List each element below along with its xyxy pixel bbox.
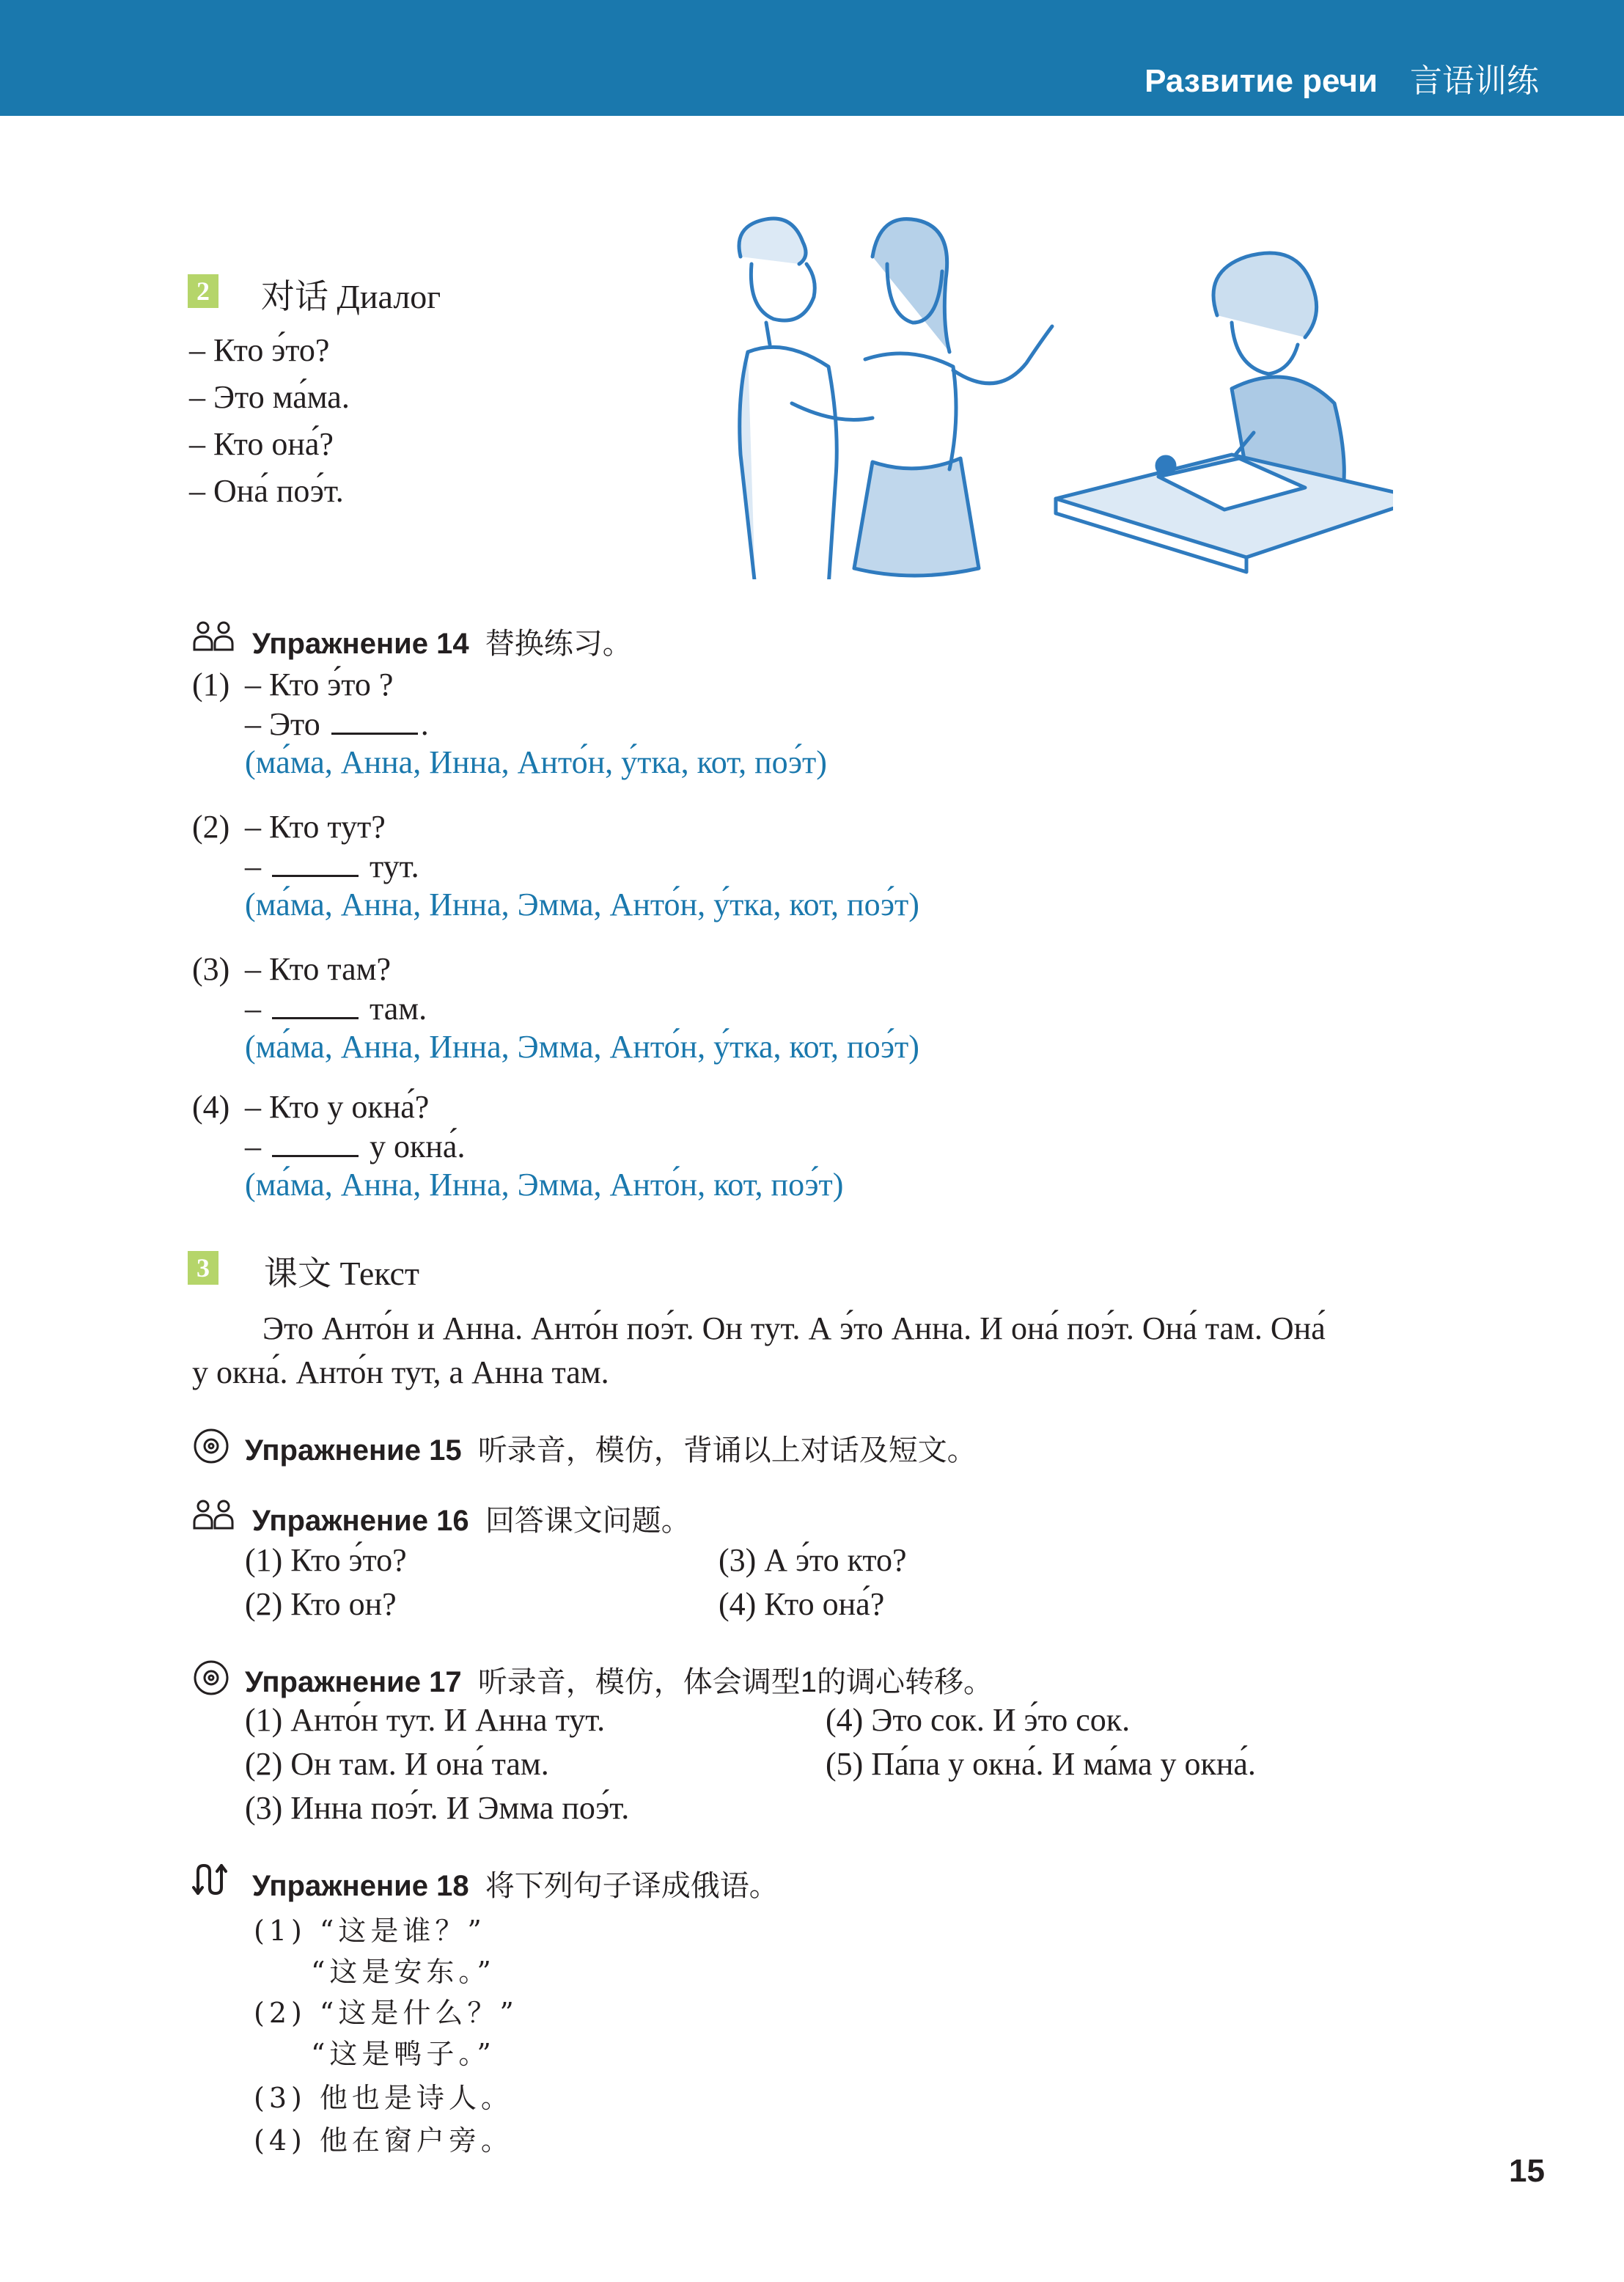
section-title: 课文 Текст: [264, 1255, 419, 1292]
question-line: – Кто э́то ?: [245, 667, 394, 702]
exercise-14-heading: [252, 620, 632, 662]
translation-line: (1) “这是谁？”: [254, 1915, 486, 1947]
girl-hair: [872, 219, 949, 352]
pair-work-icon: [192, 620, 235, 651]
exercise-instruction: 替换练习。: [485, 628, 632, 660]
exercise-instruction: 回答课文问题。: [485, 1505, 691, 1537]
sentence-item: (1) Анто́н тут. И Анна тут.: [245, 1702, 606, 1738]
section-title: 对话 Диалог: [261, 278, 441, 315]
item-number: (3): [192, 951, 230, 987]
sentence-item: (2) Он там. И она́ там.: [245, 1746, 549, 1782]
header-title: [1144, 54, 1539, 101]
answer-blank: [272, 1133, 359, 1157]
answer-prefix: –: [245, 991, 261, 1027]
translation-line: (3) 他也是诗人。: [254, 2082, 513, 2114]
sentence-item: (5) Па́па у окна́. И ма́ма у окна́.: [826, 1746, 1256, 1782]
page-header: [0, 0, 1624, 116]
answer-prefix: –: [245, 1129, 261, 1164]
dialog-line: – Это ма́ма.: [189, 379, 350, 415]
item-number: (2): [192, 809, 230, 845]
exercise-16-heading: [252, 1497, 691, 1539]
answer-line: [245, 990, 427, 1027]
translate-arrows-icon: [192, 1861, 233, 1898]
substitution-options: (ма́ма, Анна, Инна, Эмма, Анто́н, кот, поэ́т): [245, 1167, 844, 1203]
answer-line: [245, 705, 429, 743]
boy-hair: [739, 219, 806, 264]
dialog-illustration: [719, 213, 1393, 579]
question-item: (1) Кто э́то?: [245, 1542, 407, 1578]
audio-cd-icon: [192, 1427, 230, 1465]
answer-prefix: – Это: [245, 706, 320, 742]
answer-blank: [272, 995, 359, 1019]
answer-line: [245, 1128, 465, 1165]
question-item: (3) А э́то кто?: [719, 1542, 907, 1578]
teacher-hair: [1213, 253, 1317, 337]
answer-suffix: там.: [370, 991, 427, 1027]
item-number: (4): [192, 1089, 230, 1125]
exercise-label: Упражнение 18: [252, 1870, 469, 1902]
substitution-options: (ма́ма, Анна, Инна, Анто́н, у́тка, кот, поэ́т): [245, 744, 827, 780]
translation-line: (2) “这是什么？”: [254, 1997, 518, 2029]
answer-line: [245, 848, 419, 885]
question-item: (2) Кто он?: [245, 1586, 397, 1622]
answer-blank: [272, 853, 359, 877]
header-title-ru: Развитие речи: [1144, 63, 1378, 99]
substitution-options: (ма́ма, Анна, Инна, Эмма, Анто́н, у́тка, кот, поэ́т): [245, 1029, 919, 1065]
answer-suffix: у окна́.: [370, 1129, 466, 1164]
exercise-15-heading: [245, 1427, 977, 1469]
exercise-label: Упражнение 16: [252, 1505, 469, 1537]
sentence-item: (3) Инна поэ́т. И Эмма поэ́т.: [245, 1790, 630, 1826]
sentence-item: (4) Это сок. И э́то сок.: [826, 1702, 1131, 1738]
section-number-badge: 2: [188, 274, 218, 308]
pair-work-icon: [192, 1499, 235, 1530]
girl-skirt: [854, 458, 979, 576]
exercise-label: Упражнение 17: [245, 1666, 462, 1698]
translation-line: “这是鸭子。”: [311, 2038, 496, 2070]
exercise-label: Упражнение 15: [245, 1434, 462, 1467]
answer-suffix: тут.: [370, 848, 419, 884]
translation-line: “这是安东。”: [311, 1956, 496, 1988]
exercise-18-heading: [252, 1863, 779, 1904]
page-number: 15: [1509, 2153, 1545, 2189]
question-line: – Кто там?: [245, 951, 391, 987]
question-line: – Кто у окна́?: [245, 1089, 430, 1125]
audio-cd-icon: [192, 1659, 230, 1697]
section-number-badge: 3: [188, 1251, 218, 1285]
exercise-17-heading: [245, 1659, 993, 1701]
text-paragraph-line: Это Анто́н и Анна. Анто́н поэ́т. Он тут. А э́то Анна. И она́ поэ́т. Она́ там. Она́: [262, 1310, 1326, 1346]
question-line: – Кто тут?: [245, 809, 386, 845]
question-item: (4) Кто она́?: [719, 1586, 885, 1622]
dialog-line: – Кто э́то?: [189, 332, 330, 368]
boy-face: [751, 264, 815, 320]
dialog-line: – Она́ поэ́т.: [189, 473, 344, 509]
exercise-label: Упражнение 14: [252, 628, 469, 660]
answer-suffix: .: [420, 706, 429, 742]
answer-prefix: –: [245, 848, 261, 884]
text-paragraph-line: у окна́. Анто́н тут, а Анна там.: [192, 1354, 609, 1390]
exercise-instruction: 将下列句子译成俄语。: [485, 1870, 779, 1902]
dialog-line: – Кто она́?: [189, 426, 334, 462]
boy-body: [740, 352, 755, 579]
answer-blank: [331, 711, 418, 735]
item-number: (1): [192, 667, 230, 702]
girl-body: [865, 353, 956, 469]
exercise-instruction: 听录音，模仿，体会调型1的调心转移。: [477, 1666, 993, 1698]
substitution-options: (ма́ма, Анна, Инна, Эмма, Анто́н, у́тка, кот, поэ́т): [245, 887, 919, 922]
translation-line: (4) 他在窗户旁。: [254, 2124, 513, 2157]
exercise-instruction: 听录音，模仿，背诵以上对话及短文。: [477, 1434, 977, 1467]
header-title-cn: 言语训练: [1410, 63, 1539, 99]
